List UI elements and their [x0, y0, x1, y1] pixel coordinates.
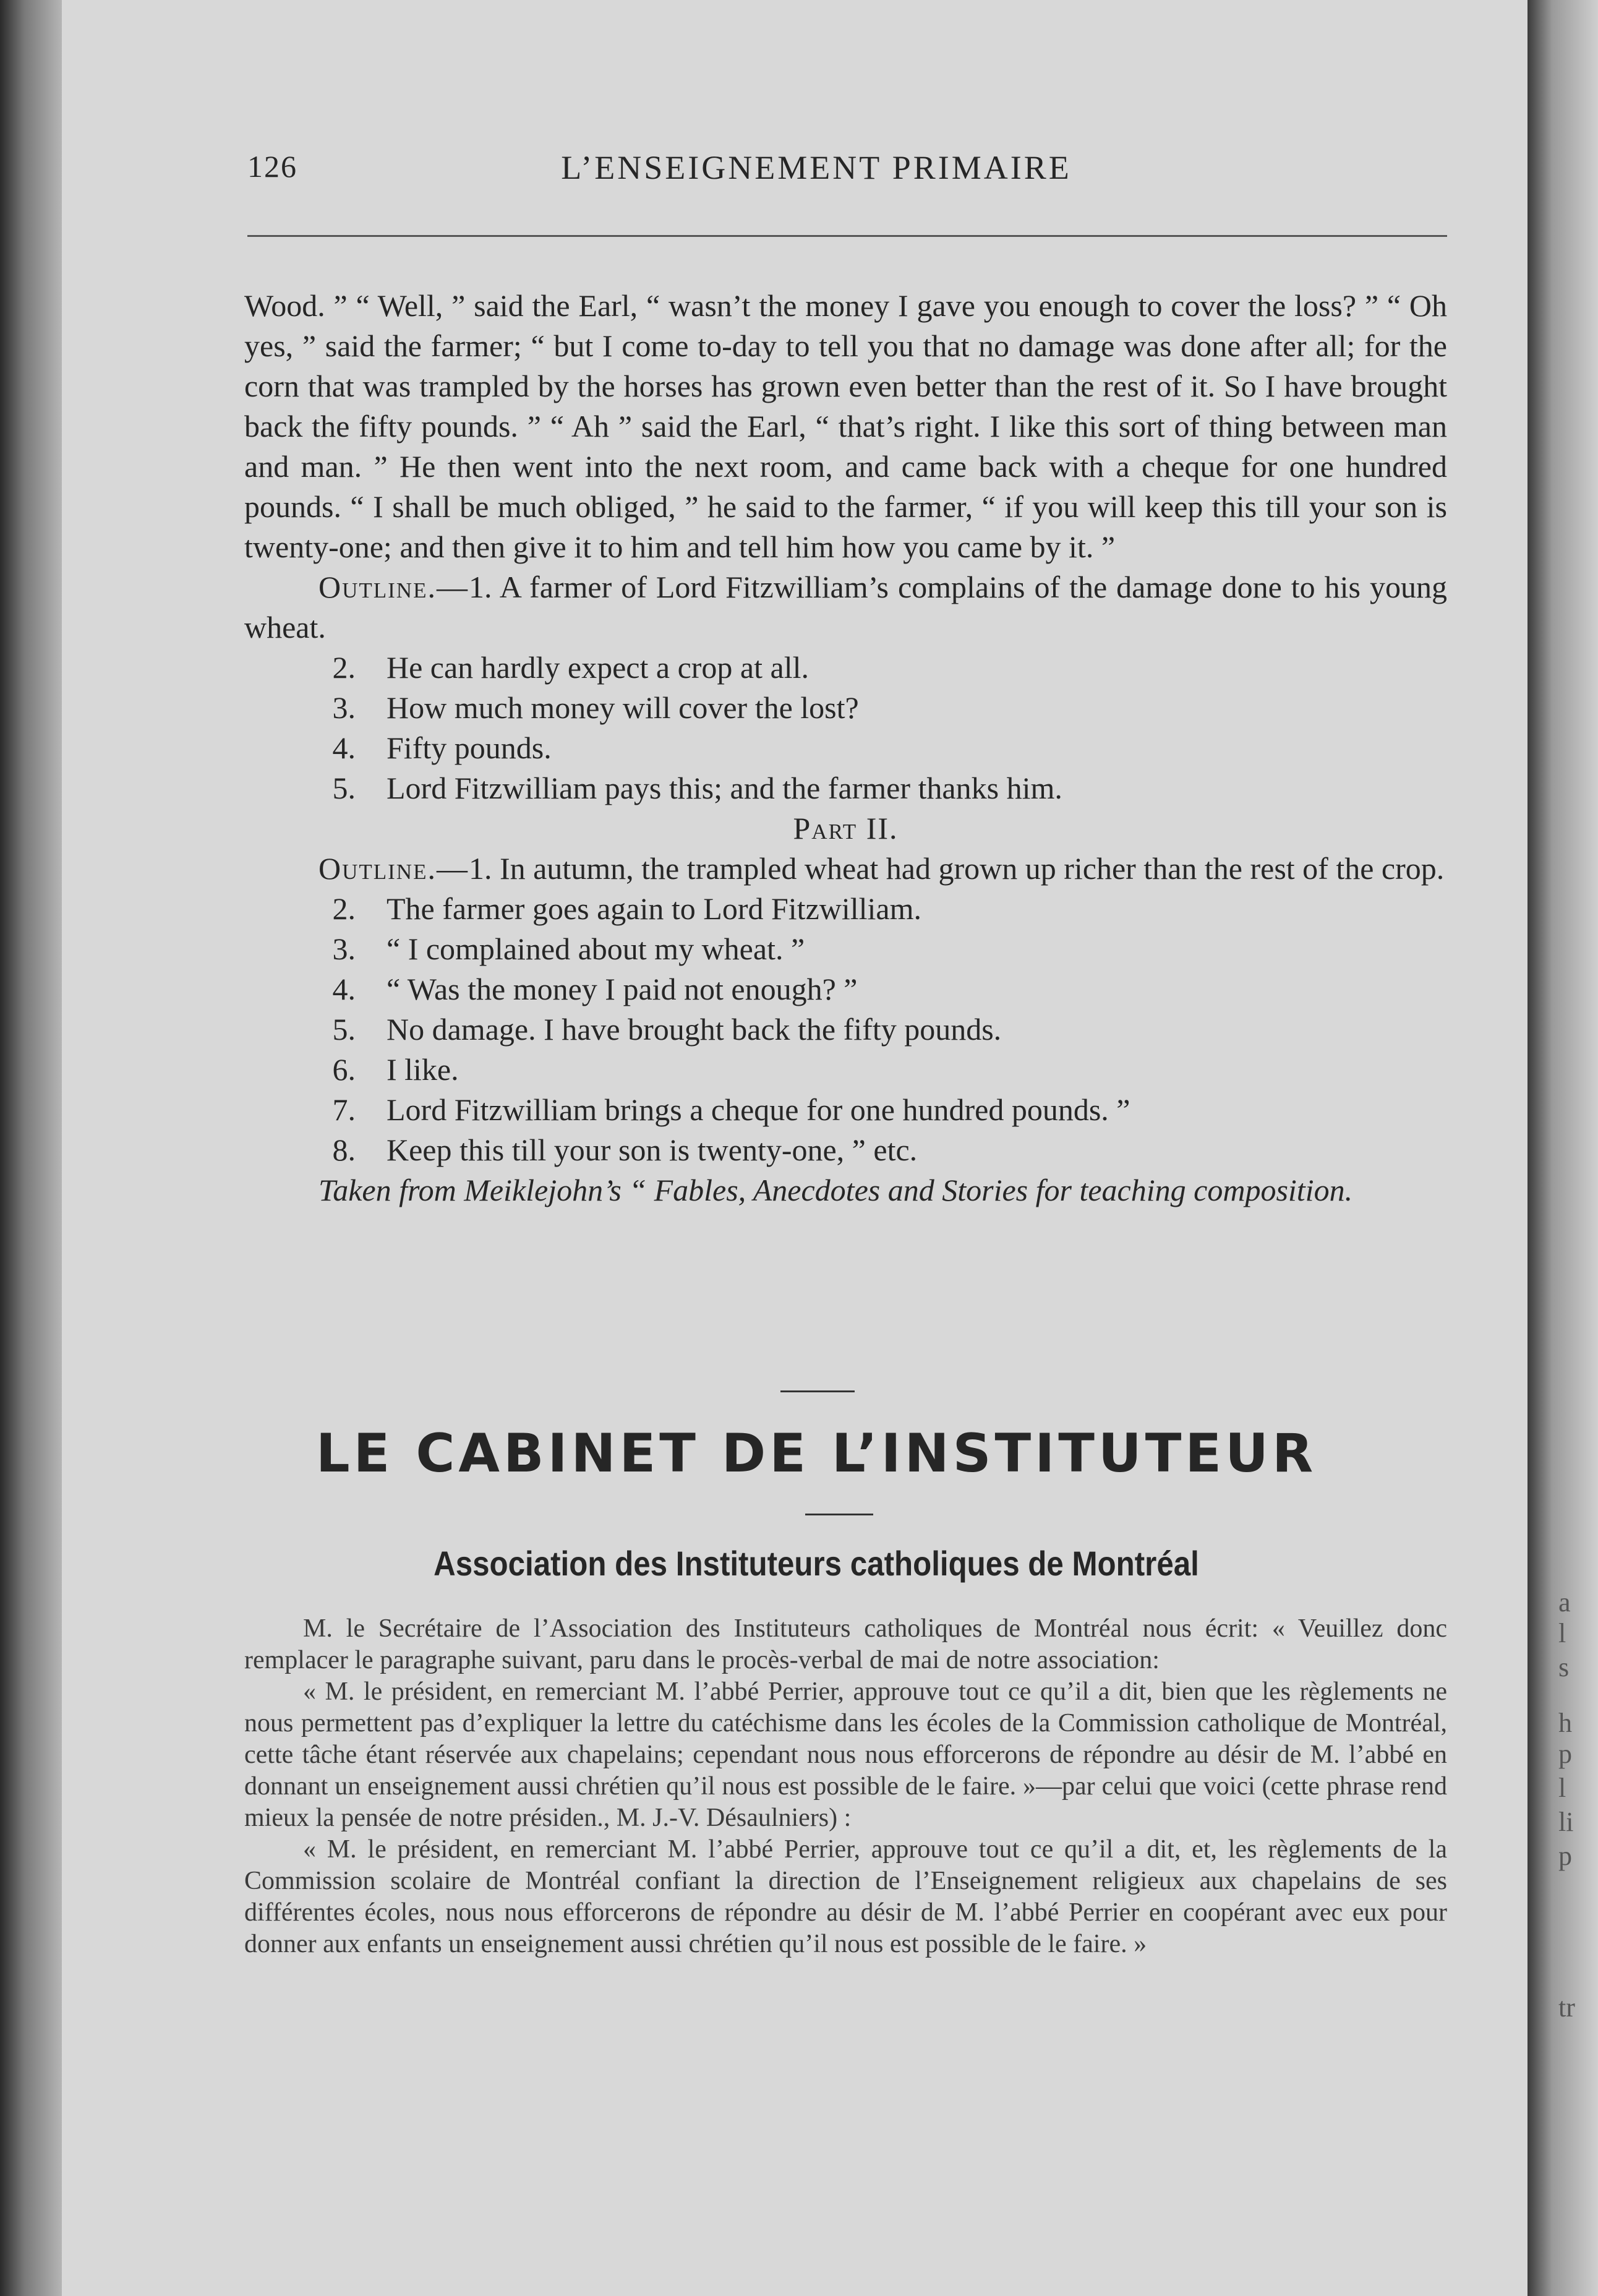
- list-number: 6.: [332, 1052, 356, 1087]
- adjacent-page-edge: [1528, 0, 1598, 2296]
- section-subtitle: Association des Instituteurs catholiques de Montréal: [434, 1544, 1199, 1583]
- outline-text: A farmer of Lord Fitzwilliam’s complains of the damage done to his young wheat.: [244, 570, 1447, 645]
- list-item: [244, 1050, 1447, 1090]
- outline-number: 1.: [468, 570, 492, 604]
- list-text: I like.: [387, 1052, 459, 1087]
- list-text: Fifty pounds.: [387, 730, 552, 765]
- page-number: 126: [247, 149, 297, 184]
- list-text: Lord Fitzwilliam pays this; and the farmer thanks him.: [387, 771, 1062, 805]
- list-text: “ I complained about my wheat. ”: [387, 932, 805, 966]
- list-item: [244, 929, 1447, 969]
- bleed-through-text: l: [1558, 1773, 1566, 1803]
- list-item: [244, 1090, 1447, 1130]
- section-divider: [780, 1390, 855, 1392]
- list-text: The farmer goes again to Lord Fitzwilliam.: [387, 891, 922, 926]
- list-text: “ Was the money I paid not enough? ”: [387, 972, 858, 1006]
- story-paragraph: Wood. ” “ Well, ” said the Earl, “ wasn’t the money I gave you enough to cover the loss? ” “ Oh yes, ” said the farmer; “ but I come to-day to tell you that no damage was done after all; for the corn that was trampled by the horses has grown even better than the rest of it. So I have brought back the fifty pounds. ” “ Ah ” said the Earl, “ that’s right. I like this sort of thing between man and man. ” He then went into the next room, and came back with a cheque for one hundred pounds. “ I shall be much obliged, ” he said to the farmer, “ if you will keep this till your son is twenty-one; and then give it to him and tell him how you came by it. ”: [244, 288, 1447, 564]
- outline-number: 1.: [468, 851, 492, 886]
- bleed-through-text: l: [1558, 1618, 1566, 1648]
- list-number: 2.: [332, 891, 356, 926]
- list-number: 7.: [332, 1092, 356, 1127]
- list-item: [244, 648, 1447, 688]
- list-item: [244, 1130, 1447, 1170]
- title-underline: [805, 1514, 873, 1515]
- list-number: 2.: [332, 650, 356, 685]
- list-item: [244, 969, 1447, 1009]
- section-title: LE CABINET DE L’INSTITUTEUR: [315, 1423, 1317, 1484]
- source-citation: Taken from Meiklejohn’s “ Fables, Anecdotes and Stories for teaching composition.: [318, 1173, 1353, 1207]
- outline-2-list: [244, 889, 1447, 1170]
- bleed-through-text: tr: [1558, 1992, 1575, 2023]
- list-text: No damage. I have brought back the fifty pounds.: [387, 1012, 1002, 1047]
- list-number: 4.: [332, 972, 356, 1006]
- bleed-through-text: s: [1558, 1652, 1570, 1682]
- list-text: Keep this till your son is twenty-one, ” etc.: [387, 1133, 918, 1167]
- body-paragraph: « M. le président, en remerciant M. l’abbé Perrier, approuve tout ce qu’il a dit, et, les règlements de la Commission scolaire de Montréal confiant la direction de l’Enseignement religieux aux chapelains de ses différentes écoles, nous nous efforcerons de répondre au désir de M. l’abbé Perrier en coopérant avec eux pour donner aux enfants un enseignement aussi chrétien qu’il nous est possible de le faire. »: [244, 1835, 1447, 1958]
- list-text: He can hardly expect a crop at all.: [387, 650, 809, 685]
- body-paragraph: « M. le président, en remerciant M. l’abbé Perrier, approuve tout ce qu’il a dit, bien que les règlements ne nous permettent pas d’expliquer la lettre du catéchisme dans les écoles de la Commission catholique de Montréal, cette tâche étant réservée aux chapelains; cependant nous nous efforcerons de répondre au désir de M. l’abbé en donnant un enseignement aussi chrétien qu’il nous est possible de le faire. »—par celui que voici (cette phrase rend mieux la pensée de notre présiden., M. J.-V. Désaulniers) :: [244, 1677, 1447, 1832]
- outline-text: In autumn, the trampled wheat had grown up richer than the rest of the crop.: [499, 851, 1445, 886]
- list-item: [244, 688, 1447, 728]
- outline-label: Outline.—: [318, 851, 469, 886]
- book-gutter-left: [0, 0, 62, 2296]
- bleed-through-text: a: [1558, 1587, 1571, 1617]
- bleed-through-text: p: [1558, 1841, 1572, 1871]
- outline-2-intro: [244, 849, 1447, 889]
- list-item: [244, 1009, 1447, 1050]
- header-rule: [247, 235, 1447, 237]
- part-heading: Part II.: [793, 811, 899, 846]
- list-number: 5.: [332, 771, 356, 805]
- running-title: L’ENSEIGNEMENT PRIMAIRE: [561, 149, 1072, 186]
- bleed-through-text: h: [1558, 1708, 1572, 1738]
- list-number: 8.: [332, 1133, 356, 1167]
- story-body: [244, 286, 1447, 1210]
- bleed-through-text: p: [1558, 1739, 1572, 1769]
- list-text: How much money will cover the lost?: [387, 690, 859, 725]
- section-body: [244, 1613, 1447, 1960]
- list-item: [244, 768, 1447, 808]
- list-number: 5.: [332, 1012, 356, 1047]
- page-header: [186, 148, 1447, 192]
- list-number: 4.: [332, 730, 356, 765]
- body-paragraph: M. le Secrétaire de l’Association des Instituteurs catholiques de Montréal nous écrit: « Veuillez donc remplacer le paragraphe suivant, paru dans le procès-verbal de mai de notre association:: [244, 1614, 1447, 1674]
- list-number: 3.: [332, 690, 356, 725]
- list-item: [244, 889, 1447, 929]
- list-number: 3.: [332, 932, 356, 966]
- list-text: Lord Fitzwilliam brings a cheque for one hundred pounds. ”: [387, 1092, 1130, 1127]
- outline-label: Outline.—: [318, 570, 469, 604]
- list-item: [244, 728, 1447, 768]
- outline-1-intro: [244, 567, 1447, 648]
- bleed-through-text: li: [1558, 1807, 1574, 1837]
- outline-1-list: [244, 648, 1447, 808]
